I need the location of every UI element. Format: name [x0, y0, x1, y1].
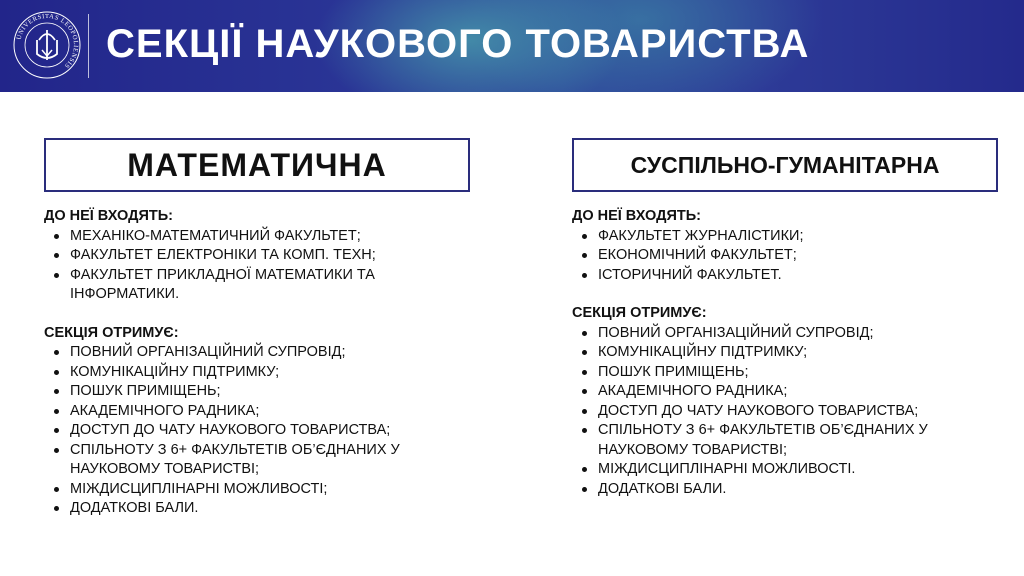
list-item: ДОДАТКОВІ БАЛИ. [598, 480, 1002, 500]
list-item: ДОДАТКОВІ БАЛИ. [70, 499, 474, 519]
list-item: ФАКУЛЬТЕТ ЖУРНАЛІСТИКИ; [598, 227, 1002, 247]
benefits-heading: СЕКЦІЯ ОТРИМУЄ: [44, 324, 179, 341]
page-title: СЕКЦІЇ НАУКОВОГО ТОВАРИСТВА [106, 22, 810, 66]
includes-list [44, 227, 474, 305]
list-item: ПОШУК ПРИМІЩЕНЬ; [70, 382, 474, 402]
list-item: СПІЛЬНОТУ З 6+ ФАКУЛЬТЕТІВ ОБ’ЄДНАНИХ У НАУКОВОМУ ТОВАРИСТВІ; [598, 421, 1002, 460]
list-item: ІСТОРИЧНИЙ ФАКУЛЬТЕТ. [598, 266, 1002, 286]
benefits-list [572, 324, 1002, 500]
list-item: ФАКУЛЬТЕТ ЕЛЕКТРОНІКИ ТА КОМП. ТЕХН; [70, 246, 474, 266]
includes-list [572, 227, 1002, 286]
benefits-list [44, 343, 474, 519]
list-item: ПОВНИЙ ОРГАНІЗАЦІЙНИЙ СУПРОВІД; [70, 343, 474, 363]
list-item: КОМУНІКАЦІЙНУ ПІДТРИМКУ; [70, 363, 474, 383]
list-item: СПІЛЬНОТУ З 6+ ФАКУЛЬТЕТІВ ОБ’ЄДНАНИХ У НАУКОВОМУ ТОВАРИСТВІ; [70, 441, 474, 480]
university-seal-icon [12, 10, 82, 80]
svg-text:UNIVERSITAS LEOPOLIENSIS: UNIVERSITAS LEOPOLIENSIS [15, 12, 80, 70]
logo-divider [88, 14, 89, 78]
section-title-humanities: СУСПІЛЬНО-ГУМАНІТАРНА [572, 138, 998, 192]
list-item: МЕХАНІКО-МАТЕМАТИЧНИЙ ФАКУЛЬТЕТ; [70, 227, 474, 247]
list-item: КОМУНІКАЦІЙНУ ПІДТРИМКУ; [598, 343, 1002, 363]
list-item: ДОСТУП ДО ЧАТУ НАУКОВОГО ТОВАРИСТВА; [70, 421, 474, 441]
includes-heading: ДО НЕЇ ВХОДЯТЬ: [44, 208, 173, 224]
includes-heading: ДО НЕЇ ВХОДЯТЬ: [572, 208, 701, 224]
list-item: АКАДЕМІЧНОГО РАДНИКА; [598, 382, 1002, 402]
list-item: МІЖДИСЦИПЛІНАРНІ МОЖЛИВОСТІ. [598, 460, 1002, 480]
list-item: ЕКОНОМІЧНИЙ ФАКУЛЬТЕТ; [598, 246, 1002, 266]
math-section-column [44, 207, 474, 519]
header-banner [0, 0, 1024, 92]
list-item: ПОШУК ПРИМІЩЕНЬ; [598, 363, 1002, 383]
list-item: ПОВНИЙ ОРГАНІЗАЦІЙНИЙ СУПРОВІД; [598, 324, 1002, 344]
list-item: АКАДЕМІЧНОГО РАДНИКА; [70, 402, 474, 422]
list-item: ДОСТУП ДО ЧАТУ НАУКОВОГО ТОВАРИСТВА; [598, 402, 1002, 422]
benefits-heading: СЕКЦІЯ ОТРИМУЄ: [572, 305, 707, 321]
humanities-section-column [572, 207, 1002, 499]
section-title-math: МАТЕМАТИЧНА [44, 138, 470, 192]
list-item: МІЖДИСЦИПЛІНАРНІ МОЖЛИВОСТІ; [70, 480, 474, 500]
list-item: ФАКУЛЬТЕТ ПРИКЛАДНОЇ МАТЕМАТИКИ ТА ІНФОРМАТИКИ. [70, 266, 474, 305]
